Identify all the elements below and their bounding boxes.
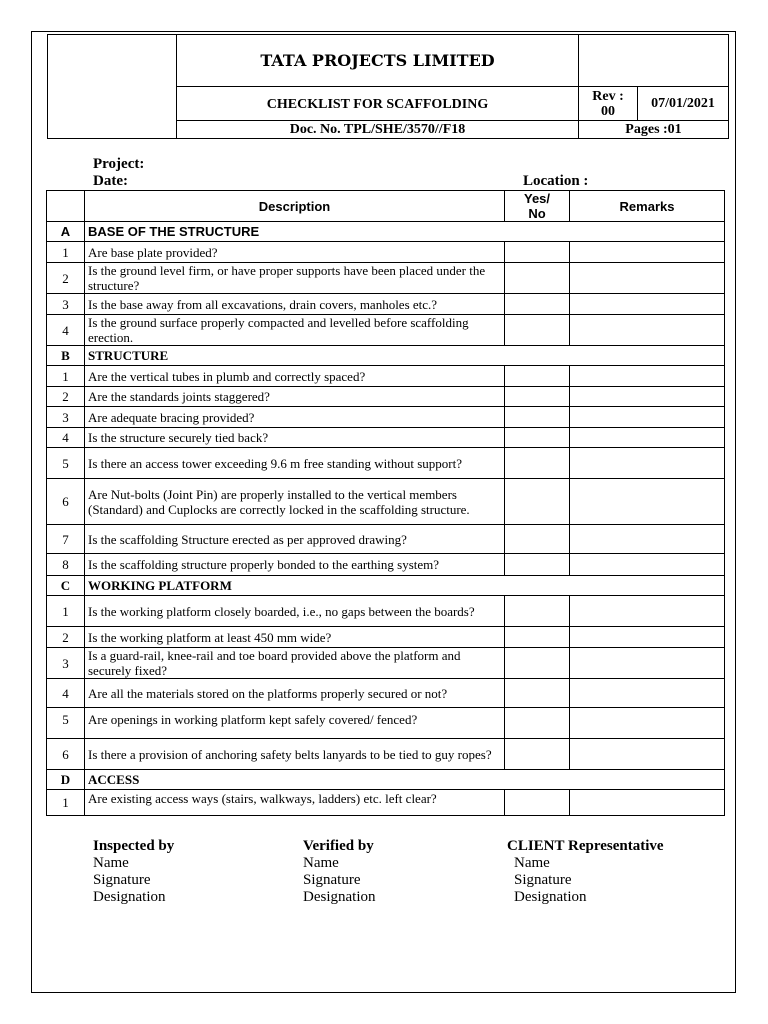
- section-row-d: [47, 770, 725, 790]
- item-number: 4: [47, 428, 85, 448]
- yes-no-cell[interactable]: [505, 679, 570, 708]
- client-representative-block: [507, 838, 664, 906]
- item-number: 2: [47, 387, 85, 407]
- verified-by-block: [303, 838, 376, 906]
- item-description: Are base plate provided?: [85, 242, 505, 263]
- remarks-cell[interactable]: [570, 407, 725, 428]
- designation-label: Designation: [303, 889, 376, 905]
- yes-no-header: Yes/ No: [505, 191, 570, 222]
- item-number: 2: [47, 263, 85, 294]
- remarks-cell[interactable]: [570, 479, 725, 525]
- yes-no-cell[interactable]: [505, 479, 570, 525]
- checklist-table: [46, 190, 725, 816]
- remarks-cell[interactable]: [570, 525, 725, 554]
- yes-no-cell[interactable]: [505, 448, 570, 479]
- table-row: [47, 525, 725, 554]
- table-header-row: [47, 191, 725, 222]
- yes-no-cell[interactable]: [505, 315, 570, 346]
- yes-no-cell[interactable]: [505, 648, 570, 679]
- item-description: Are the vertical tubes in plumb and correctly spaced?: [85, 366, 505, 387]
- yes-no-cell[interactable]: [505, 387, 570, 407]
- section-title: WORKING PLATFORM: [85, 576, 725, 596]
- yes-no-cell[interactable]: [505, 263, 570, 294]
- section-letter: D: [47, 770, 85, 790]
- doc-number: Doc. No. TPL/SHE/3570//F18: [177, 121, 579, 139]
- remarks-cell[interactable]: [570, 366, 725, 387]
- item-description: Are the standards joints staggered?: [85, 387, 505, 407]
- item-number: 4: [47, 315, 85, 346]
- section-letter: B: [47, 346, 85, 366]
- table-row: [47, 479, 725, 525]
- yes-no-cell[interactable]: [505, 242, 570, 263]
- table-row: [47, 407, 725, 428]
- inspected-by-label: Inspected by: [93, 838, 175, 854]
- remarks-cell[interactable]: [570, 387, 725, 407]
- remarks-cell[interactable]: [570, 315, 725, 346]
- date-label: Date:: [93, 173, 128, 189]
- item-number: 5: [47, 448, 85, 479]
- remarks-cell[interactable]: [570, 708, 725, 739]
- designation-label: Designation: [514, 889, 587, 905]
- item-number: 7: [47, 525, 85, 554]
- item-description: Is the scaffolding structure properly bonded to the earthing system?: [85, 554, 505, 576]
- section-letter: A: [47, 222, 85, 242]
- yes-no-cell[interactable]: [505, 739, 570, 770]
- section-letter: C: [47, 576, 85, 596]
- item-number: 3: [47, 294, 85, 315]
- remarks-header: Remarks: [570, 191, 725, 222]
- yes-no-cell[interactable]: [505, 596, 570, 627]
- yes-no-cell[interactable]: [505, 428, 570, 448]
- table-row: [47, 242, 725, 263]
- remarks-cell[interactable]: [570, 627, 725, 648]
- document-header: [47, 34, 729, 139]
- item-description: Is there an access tower exceeding 9.6 m free standing without support?: [85, 448, 505, 479]
- inspected-by-block: [93, 838, 174, 906]
- header-num-cell: [47, 191, 85, 222]
- company-name: TATA PROJECTS LIMITED: [177, 35, 579, 87]
- item-number: 1: [47, 790, 85, 816]
- client-rep-label: CLIENT Representative: [507, 838, 664, 854]
- table-row: [47, 708, 725, 739]
- remarks-cell[interactable]: [570, 242, 725, 263]
- project-label: Project:: [93, 156, 145, 172]
- table-row: [47, 627, 725, 648]
- revision-date: 07/01/2021: [638, 87, 729, 121]
- yes-no-cell[interactable]: [505, 525, 570, 554]
- item-number: 6: [47, 739, 85, 770]
- table-row: [47, 294, 725, 315]
- name-label: Name: [514, 855, 550, 871]
- verified-by-label: Verified by: [303, 838, 374, 854]
- item-number: 8: [47, 554, 85, 576]
- section-row-a: [47, 222, 725, 242]
- remarks-cell[interactable]: [570, 790, 725, 816]
- item-number: 2: [47, 627, 85, 648]
- item-description: Is the scaffolding Structure erected as per approved drawing?: [85, 525, 505, 554]
- table-row: [47, 315, 725, 346]
- designation-label: Designation: [93, 889, 166, 905]
- remarks-cell[interactable]: [570, 263, 725, 294]
- item-description: Is the working platform at least 450 mm wide?: [85, 627, 505, 648]
- yes-no-cell[interactable]: [505, 366, 570, 387]
- table-row: [47, 263, 725, 294]
- item-description: Is there a provision of anchoring safety belts lanyards to be tied to guy ropes?: [85, 739, 505, 770]
- page-count: Pages :01: [579, 121, 729, 139]
- remarks-cell[interactable]: [570, 739, 725, 770]
- item-description: Are all the materials stored on the platforms properly secured or not?: [85, 679, 505, 708]
- item-description: Is the ground level firm, or have proper supports have been placed under the structure?: [85, 263, 505, 294]
- remarks-cell[interactable]: [570, 679, 725, 708]
- remarks-cell[interactable]: [570, 648, 725, 679]
- table-row: [47, 366, 725, 387]
- item-number: 1: [47, 596, 85, 627]
- item-number: 4: [47, 679, 85, 708]
- signature-label: Signature: [303, 872, 361, 888]
- item-description: Is the structure securely tied back?: [85, 428, 505, 448]
- table-row: [47, 387, 725, 407]
- item-number: 6: [47, 479, 85, 525]
- remarks-cell[interactable]: [570, 554, 725, 576]
- item-number: 1: [47, 242, 85, 263]
- yes-no-cell[interactable]: [505, 708, 570, 739]
- table-row: [47, 428, 725, 448]
- remarks-cell[interactable]: [570, 294, 725, 315]
- table-row: [47, 554, 725, 576]
- header-blank-cell: [579, 35, 729, 87]
- section-title: ACCESS: [85, 770, 725, 790]
- signature-label: Signature: [514, 872, 572, 888]
- item-description: Is the ground surface properly compacted and levelled before scaffolding erection.: [85, 315, 505, 346]
- item-description: Are openings in working platform kept safely covered/ fenced?: [85, 708, 505, 739]
- yes-no-cell[interactable]: [505, 554, 570, 576]
- remarks-cell[interactable]: [570, 448, 725, 479]
- item-description: Is a guard-rail, knee-rail and toe board provided above the platform and securely fixed?: [85, 648, 505, 679]
- remarks-cell[interactable]: [570, 596, 725, 627]
- location-label: Location :: [523, 173, 589, 189]
- table-row: [47, 596, 725, 627]
- yes-no-cell[interactable]: [505, 627, 570, 648]
- name-label: Name: [303, 855, 339, 871]
- section-title: BASE OF THE STRUCTURE: [85, 222, 725, 242]
- logo-area: [48, 35, 177, 139]
- table-row: [47, 648, 725, 679]
- table-row: [47, 739, 725, 770]
- yes-no-cell[interactable]: [505, 790, 570, 816]
- form-title: CHECKLIST FOR SCAFFOLDING: [177, 87, 579, 121]
- remarks-cell[interactable]: [570, 428, 725, 448]
- item-description: Are adequate bracing provided?: [85, 407, 505, 428]
- item-number: 1: [47, 366, 85, 387]
- item-number: 3: [47, 407, 85, 428]
- table-row: [47, 679, 725, 708]
- section-row-b: [47, 346, 725, 366]
- item-description: Are Nut-bolts (Joint Pin) are properly installed to the vertical members (Standard) and Cuplocks are correctly locked in the scaffolding structure.: [85, 479, 505, 525]
- item-description: Is the working platform closely boarded, i.e., no gaps between the boards?: [85, 596, 505, 627]
- rev-cell: Rev : 00: [579, 87, 638, 121]
- name-label: Name: [93, 855, 129, 871]
- table-row: [47, 448, 725, 479]
- section-title: STRUCTURE: [85, 346, 725, 366]
- signature-label: Signature: [93, 872, 151, 888]
- item-number: 5: [47, 708, 85, 739]
- yes-no-cell[interactable]: [505, 294, 570, 315]
- description-header: Description: [85, 191, 505, 222]
- item-number: 3: [47, 648, 85, 679]
- section-row-c: [47, 576, 725, 596]
- yes-no-cell[interactable]: [505, 407, 570, 428]
- item-description: Are existing access ways (stairs, walkways, ladders) etc. left clear?: [85, 790, 505, 816]
- table-row: [47, 790, 725, 816]
- item-description: Is the base away from all excavations, drain covers, manholes etc.?: [85, 294, 505, 315]
